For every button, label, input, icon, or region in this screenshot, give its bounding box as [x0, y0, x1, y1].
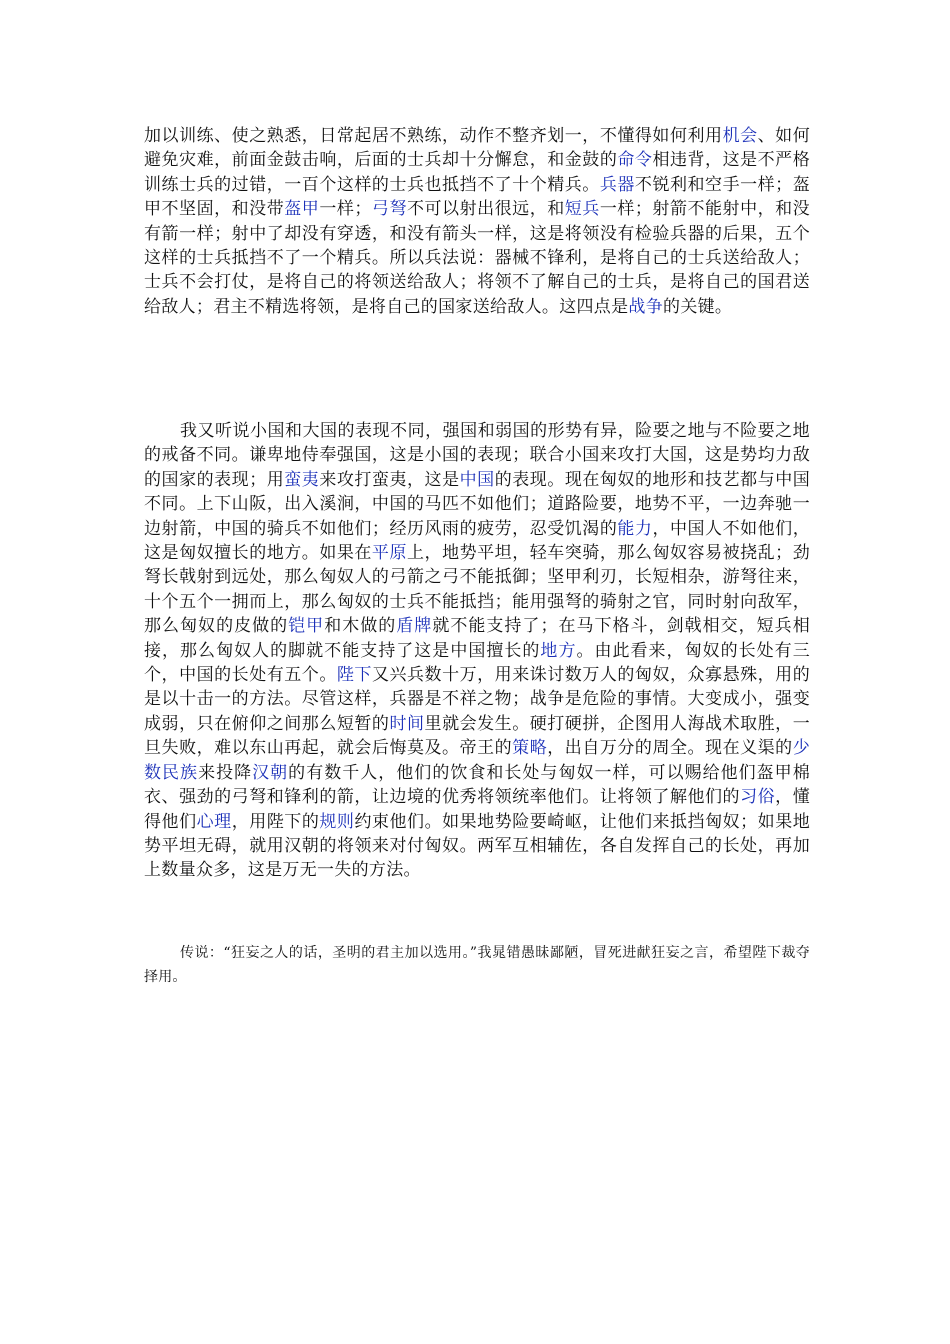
- hyperlink-term[interactable]: 少数民族: [144, 738, 811, 783]
- text-segment: 又兴兵数十万，用来诛讨数万人的匈奴，众寡悬殊，用的是以十击一的方法。尽管这样，兵器是不祥之物；战争是危险的事情。大变成小，强变成弱，只在俯仰之间那么短暂的: [144, 665, 811, 734]
- text-segment: 。由此看来，匈奴的长处有三个，中国的长处有五个。: [144, 640, 810, 686]
- hyperlink-term[interactable]: 心理: [196, 811, 232, 832]
- text-segment: 来投降: [198, 762, 253, 783]
- paragraph-training-and-weapons: [144, 124, 810, 319]
- hyperlink-term[interactable]: 盾牌: [396, 616, 433, 637]
- hyperlink-term[interactable]: 能力: [617, 518, 653, 539]
- text-segment: ，出自万分的周全。现在义渠的: [547, 738, 793, 759]
- paragraph-closing-remark: [144, 941, 810, 989]
- text-segment: 的有数千人，他们的饮食和长处与匈奴一样，可以赐给他们盔甲棉衣、强劲的弓弩和锋利的箭，让边境的优秀将领统率他们。让将领了解他们的: [144, 762, 810, 808]
- hyperlink-term[interactable]: 机会: [722, 126, 758, 146]
- text-segment: ，用陛下的: [231, 811, 320, 832]
- hyperlink-term[interactable]: 平原: [371, 543, 407, 564]
- text-segment: 和木做的: [324, 616, 397, 637]
- text-segment: 约束他们。如果地势险要崎岖，让他们来抵挡匈奴；如果地势平坦无碍，就用汉朝的将领来对付匈奴。两军互相辅佐，各自发挥自己的长处，再加上数量众多，这是万无一失的方法。: [144, 811, 811, 881]
- hyperlink-term[interactable]: 汉朝: [252, 762, 289, 783]
- hyperlink-term[interactable]: 战争: [628, 296, 664, 317]
- text-segment: 传说：“狂妄之人的话，圣明的君主加以选用。”我晁错愚昧鄙陋，冒死进献狂妄之言，希望陛下裁夺择用。: [144, 945, 810, 985]
- text-segment: 来攻打蛮夷，这是: [319, 469, 460, 490]
- hyperlink-term[interactable]: 策略: [512, 738, 548, 759]
- hyperlink-term[interactable]: 铠甲: [288, 616, 325, 637]
- hyperlink-term[interactable]: 盔甲: [284, 199, 320, 220]
- text-segment: ，中国人不如他们，这是匈奴擅长的地方。如果在: [144, 518, 810, 564]
- hyperlink-term[interactable]: 短兵: [564, 199, 600, 220]
- text-segment: 就不能支持了；在马下格斗，剑戟相交，短兵相接，那么匈奴人的脚就不能支持了这是中国擅长的: [144, 616, 810, 661]
- paragraph-xiongnu-comparison: [144, 419, 810, 883]
- text-segment: ，懂得他们: [144, 787, 811, 832]
- text-segment: 的关键。: [663, 296, 733, 317]
- hyperlink-term[interactable]: 中国: [459, 469, 495, 490]
- hyperlink-term[interactable]: 弓弩: [371, 199, 407, 220]
- text-segment: 一样；: [319, 199, 372, 220]
- hyperlink-term[interactable]: 规则: [319, 811, 355, 832]
- text-segment: 不锐利和空手一样；盔甲不坚固，和没带: [144, 174, 810, 220]
- text-segment: 不可以射出很远，和: [406, 199, 565, 220]
- hyperlink-term[interactable]: 时间: [389, 713, 425, 734]
- text-segment: 我又听说小国和大国的表现不同，强国和弱国的形势有异，险要之地与不险要之地的戒备不同。谦卑地侍奉强国，这是小国的表现；联合小国来攻打大国，这是势均力敌的国家的表现；用: [144, 421, 810, 490]
- text-segment: 一样；射箭不能射中，和没有箭一样；射中了却没有穿透，和没有箭头一样，这是将领没有检验兵器的后果，五个这样的士兵抵挡不了一个精兵。所以兵法说：器械不锋利，是将自己的士兵送给敌人；士兵不会打仗，是将自己的将领送给敌人；将领不了解自己的士兵，是将自己的国君送给敌人；君主不精选将领，是将自己的国家送给敌人。这四点是: [144, 199, 810, 317]
- text-segment: 里就会发生。硬打硬拼，企图用人海战术取胜，一旦失败，难以东山再起，就会后悔莫及。帝王的: [144, 713, 810, 759]
- hyperlink-term[interactable]: 习俗: [740, 787, 776, 808]
- text-segment: 、如何避免灾难，前面金鼓击响，后面的士兵却十分懈怠，和金鼓的: [144, 126, 811, 171]
- hyperlink-term[interactable]: 地方: [540, 640, 577, 661]
- text-segment: 相违背，这是不严格训练士兵的过错，一百个这样的士兵也抵挡不了十个精兵。: [144, 150, 810, 195]
- text-segment: 的表现。现在匈奴的地形和技艺都与中国不同。上下山阪，出入溪涧，中国的马匹不如他们；道路险要，地势不平，一边奔驰一边射箭，中国的骑兵不如他们；经历风雨的疲劳，忍受饥渴的: [144, 469, 811, 539]
- text-segment: 加以训练、使之熟悉，日常起居不熟练，动作不整齐划一，不懂得如何利用: [144, 126, 723, 146]
- hyperlink-term[interactable]: 兵器: [599, 174, 635, 195]
- hyperlink-term[interactable]: 蛮夷: [284, 469, 320, 490]
- hyperlink-term[interactable]: 陛下: [336, 665, 372, 686]
- text-segment: 上，地势平坦，轻车突骑，那么匈奴容易被挠乱；劲弩长戟射到远处，那么匈奴人的弓箭之弓不能抵御；坚甲利刃，长短相杂，游弩往来，十个五个一拥而上，那么匈奴的士兵不能抵挡；能用强弩的骑射之官，同时射向敌军，那么匈奴的皮做的: [144, 543, 810, 637]
- hyperlink-term[interactable]: 命令: [617, 150, 653, 171]
